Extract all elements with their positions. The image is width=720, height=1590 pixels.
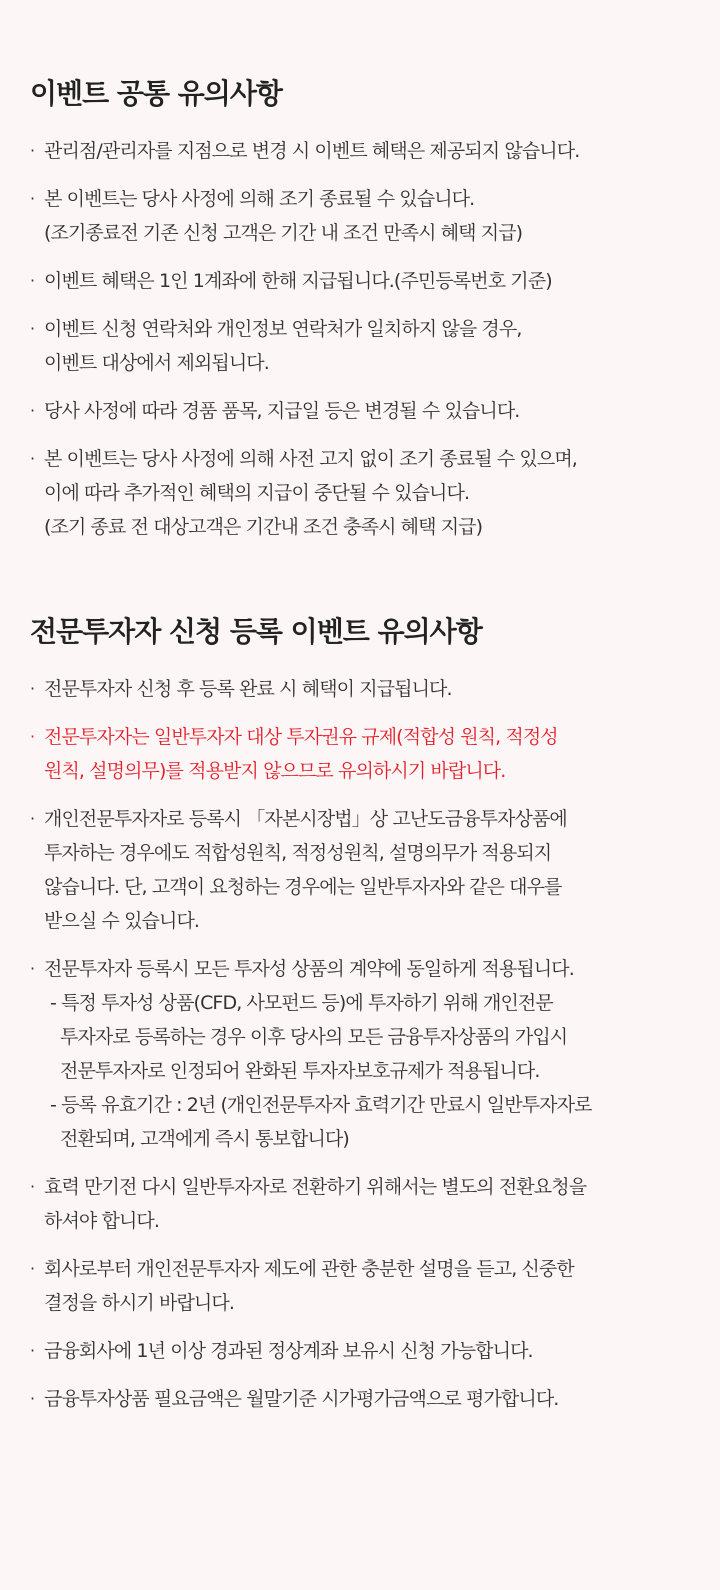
notice-subline: 전문투자자로 인정되어 완화된 투자자보호규제가 적용됩니다.	[60, 1060, 540, 1082]
highlighted-warning-item	[30, 720, 706, 788]
notice-line: 전문투자자는 일반투자자 대상 투자권유 규제(적합성 원칙, 적정성	[44, 726, 558, 748]
notice-subline: - 등록 유효기간 : 2년 (개인전문투자자 효력기간 만료시 일반투자자로	[50, 1094, 592, 1116]
notice-subline: 투자자로 등록하는 경우 이후 당사의 모든 금융투자상품의 가입시	[60, 1026, 568, 1048]
notice-line: 받으실 수 있습니다.	[44, 910, 200, 932]
list-item	[30, 672, 706, 706]
bullet-dot: ·	[30, 1389, 35, 1408]
notice-subline: - 특정 투자성 상품(CFD, 사모펀드 등)에 투자하기 위해 개인전문	[50, 992, 553, 1014]
notice-line: (조기종료전 기존 신청 고객은 기간 내 조건 만족시 혜택 지급)	[44, 222, 523, 244]
notice-line: 전문투자자 신청 후 등록 완료 시 혜택이 지급됩니다.	[44, 678, 452, 700]
notice-line: 이벤트 대상에서 제외됩니다.	[44, 352, 269, 374]
list-item	[30, 1334, 706, 1368]
list-item	[30, 182, 706, 250]
bullet-dot: ·	[30, 959, 35, 978]
list-item	[30, 134, 706, 168]
notice-line: 관리점/관리자를 지점으로 변경 시 이벤트 혜택은 제공되지 않습니다.	[44, 140, 580, 162]
notice-line: 전문투자자 등록시 모든 투자성 상품의 계약에 동일하게 적용됩니다.	[44, 958, 574, 980]
bullet-dot: ·	[30, 401, 35, 420]
bullet-dot: ·	[30, 679, 35, 698]
bullet-dot: ·	[30, 319, 35, 338]
list-item	[30, 1170, 706, 1238]
bullet-dot: ·	[30, 1177, 35, 1196]
notice-line: 투자하는 경우에도 적합성원칙, 적정성원칙, 설명의무가 적용되지	[44, 842, 552, 864]
list-item	[30, 1382, 706, 1416]
list-item	[30, 802, 706, 938]
section-title-event-common: 이벤트 공통 유의사항	[30, 77, 282, 110]
bullet-dot: ·	[30, 141, 35, 160]
bullet-dot: ·	[30, 1259, 35, 1278]
notice-line: 본 이벤트는 당사 사정에 의해 조기 종료될 수 있습니다.	[44, 188, 475, 210]
notice-line: 원칙, 설명의무)를 적용받지 않으므로 유의하시기 바랍니다.	[44, 760, 506, 782]
notice-line: 않습니다. 단, 고객이 요청하는 경우에는 일반투자자와 같은 대우를	[44, 876, 562, 898]
event-common-notice-list	[30, 134, 706, 544]
notice-line: 이벤트 신청 연락처와 개인정보 연락처가 일치하지 않을 경우,	[44, 318, 522, 340]
list-item	[30, 952, 706, 1156]
list-item	[30, 394, 706, 428]
notice-line: 본 이벤트는 당사 사정에 의해 사전 고지 없이 조기 종료될 수 있으며,	[44, 448, 577, 470]
list-item	[30, 264, 706, 298]
bullet-dot: ·	[30, 727, 35, 746]
notice-line: 개인전문투자자로 등록시 「자본시장법」상 고난도금융투자상품에	[44, 808, 567, 830]
list-item	[30, 312, 706, 380]
notice-line: (조기 종료 전 대상고객은 기간내 조건 충족시 혜택 지급)	[44, 516, 483, 538]
notice-subline: 전환되며, 고객에게 즉시 통보합니다)	[60, 1128, 349, 1150]
notice-line: 금융투자상품 필요금액은 월말기준 시가평가금액으로 평가합니다.	[44, 1388, 559, 1410]
bullet-dot: ·	[30, 449, 35, 468]
notice-line: 효력 만기전 다시 일반투자자로 전환하기 위해서는 별도의 전환요청을	[44, 1176, 587, 1198]
notice-line: 이에 따라 추가적인 혜택의 지급이 중단될 수 있습니다.	[44, 482, 470, 504]
notice-line: 회사로부터 개인전문투자자 제도에 관한 충분한 설명을 듣고, 신중한	[44, 1258, 574, 1280]
pro-investor-notice-list	[30, 672, 706, 1416]
bullet-dot: ·	[30, 189, 35, 208]
notice-line: 금융회사에 1년 이상 경과된 정상계좌 보유시 신청 가능합니다.	[44, 1340, 533, 1362]
notice-line: 결정을 하시기 바랍니다.	[44, 1292, 234, 1314]
bullet-dot: ·	[30, 271, 35, 290]
section-title-pro-investor-event: 전문투자자 신청 등록 이벤트 유의사항	[30, 615, 482, 648]
bullet-dot: ·	[30, 809, 35, 828]
bullet-dot: ·	[30, 1341, 35, 1360]
notice-line: 이벤트 혜택은 1인 1계좌에 한해 지급됩니다.(주민등록번호 기준)	[44, 270, 552, 292]
notice-line: 당사 사정에 따라 경품 품목, 지급일 등은 변경될 수 있습니다.	[44, 400, 520, 422]
list-item	[30, 1252, 706, 1320]
list-item	[30, 442, 706, 544]
notice-line: 하셔야 합니다.	[44, 1210, 160, 1232]
